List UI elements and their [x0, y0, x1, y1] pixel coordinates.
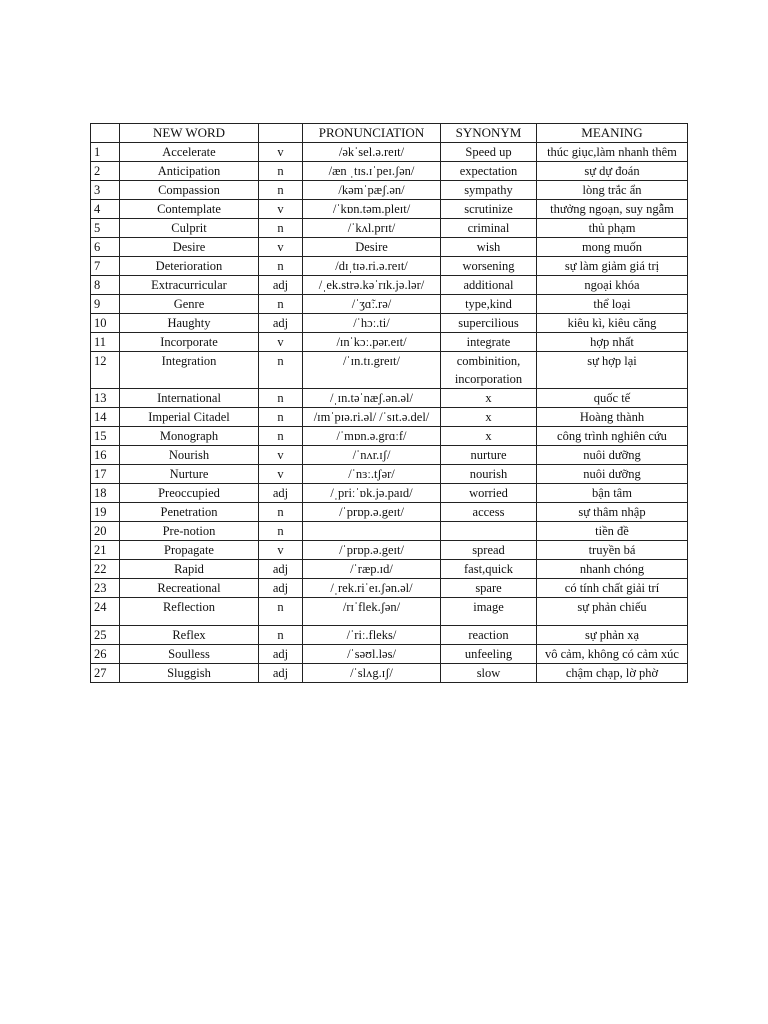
cell-new-word: Soulless [120, 645, 259, 664]
table-row [91, 143, 688, 162]
cell-meaning: ngoại khóa [537, 276, 688, 295]
cell-pronunciation: /ˈmɒn.ə.grɑːf/ [303, 427, 441, 446]
cell-number: 9 [91, 295, 120, 314]
cell-meaning: nhanh chóng [537, 560, 688, 579]
table-row [91, 276, 688, 295]
cell-synonym: criminal [441, 219, 537, 238]
cell-pronunciation: /ˈprɒp.ə.geɪt/ [303, 541, 441, 560]
cell-number: 1 [91, 143, 120, 162]
cell-new-word: International [120, 389, 259, 408]
cell-meaning: công trình nghiên cứu [537, 427, 688, 446]
cell-number: 18 [91, 484, 120, 503]
cell-number: 7 [91, 257, 120, 276]
cell-number: 14 [91, 408, 120, 427]
cell-pronunciation: /kəmˈpæʃ.ən/ [303, 181, 441, 200]
cell-pronunciation: /ˌek.strə.kəˈrɪk.jə.lər/ [303, 276, 441, 295]
cell-number: 22 [91, 560, 120, 579]
cell-number: 11 [91, 333, 120, 352]
cell-pronunciation: /ˈriː.fleks/ [303, 626, 441, 645]
header-number [91, 124, 120, 143]
cell-part-of-speech: adj [259, 484, 303, 503]
table-row [91, 579, 688, 598]
cell-number: 6 [91, 238, 120, 257]
cell-pronunciation: /ɪmˈpɪə.ri.əl/ /ˈsɪt.ə.del/ [303, 408, 441, 427]
cell-synonym: x [441, 408, 537, 427]
cell-number: 4 [91, 200, 120, 219]
cell-part-of-speech: n [259, 503, 303, 522]
table-row [91, 162, 688, 181]
cell-meaning: nuôi dưỡng [537, 446, 688, 465]
cell-meaning: hợp nhất [537, 333, 688, 352]
cell-new-word: Propagate [120, 541, 259, 560]
table-body [91, 143, 688, 683]
cell-pronunciation: /ˈsəʊl.ləs/ [303, 645, 441, 664]
vocabulary-table [90, 123, 688, 683]
cell-pronunciation: /ˌpriːˈɒk.jə.paɪd/ [303, 484, 441, 503]
table-row [91, 219, 688, 238]
cell-synonym: Speed up [441, 143, 537, 162]
table-row [91, 352, 688, 389]
cell-part-of-speech: n [259, 522, 303, 541]
cell-number: 13 [91, 389, 120, 408]
header-row [91, 124, 688, 143]
cell-new-word: Anticipation [120, 162, 259, 181]
table-row [91, 389, 688, 408]
cell-pronunciation: /ˈslʌg.ɪʃ/ [303, 664, 441, 683]
table-row [91, 645, 688, 664]
cell-synonym: integrate [441, 333, 537, 352]
cell-pronunciation: /ˈræp.ɪd/ [303, 560, 441, 579]
cell-meaning: Hoàng thành [537, 408, 688, 427]
cell-new-word: Haughty [120, 314, 259, 333]
cell-part-of-speech: n [259, 295, 303, 314]
cell-synonym: nourish [441, 465, 537, 484]
cell-number: 17 [91, 465, 120, 484]
cell-part-of-speech: v [259, 541, 303, 560]
cell-number: 16 [91, 446, 120, 465]
cell-part-of-speech: v [259, 143, 303, 162]
cell-synonym: worried [441, 484, 537, 503]
cell-meaning: sự dự đoán [537, 162, 688, 181]
cell-part-of-speech: n [259, 257, 303, 276]
cell-part-of-speech: adj [259, 276, 303, 295]
cell-number: 19 [91, 503, 120, 522]
cell-new-word: Incorporate [120, 333, 259, 352]
table-row [91, 200, 688, 219]
cell-part-of-speech: n [259, 181, 303, 200]
cell-new-word: Nourish [120, 446, 259, 465]
cell-synonym: spread [441, 541, 537, 560]
table-row [91, 465, 688, 484]
cell-part-of-speech: v [259, 200, 303, 219]
cell-synonym: expectation [441, 162, 537, 181]
cell-new-word: Monograph [120, 427, 259, 446]
cell-part-of-speech: v [259, 238, 303, 257]
cell-meaning: có tính chất giải trí [537, 579, 688, 598]
cell-number: 23 [91, 579, 120, 598]
cell-meaning: mong muốn [537, 238, 688, 257]
cell-meaning: lòng trắc ẩn [537, 181, 688, 200]
cell-synonym: slow [441, 664, 537, 683]
header-synonym: SYNONYM [441, 124, 537, 143]
cell-synonym: x [441, 427, 537, 446]
cell-pronunciation: /ˈɪn.tɪ.greɪt/ [303, 352, 441, 389]
table-row [91, 427, 688, 446]
cell-part-of-speech: n [259, 626, 303, 645]
cell-new-word: Imperial Citadel [120, 408, 259, 427]
cell-pronunciation: Desire [303, 238, 441, 257]
cell-part-of-speech: n [259, 427, 303, 446]
cell-pronunciation: /ˈkʌl.prɪt/ [303, 219, 441, 238]
cell-pronunciation: /æn ˌtɪs.ɪˈpeɪ.ʃən/ [303, 162, 441, 181]
cell-synonym: fast,quick [441, 560, 537, 579]
table-row [91, 238, 688, 257]
cell-part-of-speech: v [259, 465, 303, 484]
cell-part-of-speech: n [259, 598, 303, 626]
cell-synonym: sympathy [441, 181, 537, 200]
cell-meaning: vô cảm, không có cảm xúc [537, 645, 688, 664]
table-row [91, 314, 688, 333]
table-row [91, 333, 688, 352]
cell-new-word: Sluggish [120, 664, 259, 683]
cell-synonym: spare [441, 579, 537, 598]
cell-synonym: combinition, incorporation [441, 352, 537, 389]
table-header [91, 124, 688, 143]
cell-new-word: Compassion [120, 181, 259, 200]
table-row [91, 295, 688, 314]
header-new-word: NEW WORD [120, 124, 259, 143]
cell-new-word: Reflex [120, 626, 259, 645]
cell-pronunciation: /əkˈsel.ə.reɪt/ [303, 143, 441, 162]
table-row [91, 446, 688, 465]
cell-pronunciation: /rɪˈflek.ʃən/ [303, 598, 441, 626]
cell-meaning: truyền bá [537, 541, 688, 560]
cell-new-word: Desire [120, 238, 259, 257]
cell-number: 5 [91, 219, 120, 238]
cell-number: 21 [91, 541, 120, 560]
cell-part-of-speech: adj [259, 579, 303, 598]
cell-part-of-speech: adj [259, 645, 303, 664]
cell-pronunciation: /ˈprɒp.ə.geɪt/ [303, 503, 441, 522]
cell-part-of-speech: adj [259, 314, 303, 333]
cell-number: 15 [91, 427, 120, 446]
cell-new-word: Extracurricular [120, 276, 259, 295]
cell-synonym: unfeeling [441, 645, 537, 664]
cell-part-of-speech: adj [259, 664, 303, 683]
table-row [91, 560, 688, 579]
cell-meaning: thúc giục,làm nhanh thêm [537, 143, 688, 162]
cell-meaning: thưởng ngoạn, suy ngẫm [537, 200, 688, 219]
cell-synonym: worsening [441, 257, 537, 276]
cell-meaning: quốc tế [537, 389, 688, 408]
header-meaning: MEANING [537, 124, 688, 143]
cell-number: 26 [91, 645, 120, 664]
cell-synonym: scrutinize [441, 200, 537, 219]
cell-meaning: nuôi dưỡng [537, 465, 688, 484]
cell-meaning: chậm chạp, lờ phờ [537, 664, 688, 683]
cell-synonym: image [441, 598, 537, 626]
cell-new-word: Integration [120, 352, 259, 389]
cell-meaning: kiêu kì, kiêu căng [537, 314, 688, 333]
cell-number: 8 [91, 276, 120, 295]
cell-part-of-speech: n [259, 219, 303, 238]
cell-synonym: supercilious [441, 314, 537, 333]
cell-part-of-speech: v [259, 333, 303, 352]
cell-synonym: nurture [441, 446, 537, 465]
cell-new-word: Recreational [120, 579, 259, 598]
cell-number: 20 [91, 522, 120, 541]
cell-meaning: sự làm giảm giá trị [537, 257, 688, 276]
cell-meaning: tiền đề [537, 522, 688, 541]
cell-pronunciation: /ɪnˈkɔː.pər.eɪt/ [303, 333, 441, 352]
cell-pronunciation: /dɪˌtɪə.ri.ə.reɪt/ [303, 257, 441, 276]
cell-synonym: x [441, 389, 537, 408]
cell-meaning: thể loại [537, 295, 688, 314]
header-pronunciation: PRONUNCIATION [303, 124, 441, 143]
cell-number: 2 [91, 162, 120, 181]
cell-new-word: Nurture [120, 465, 259, 484]
cell-new-word: Deterioration [120, 257, 259, 276]
cell-number: 12 [91, 352, 120, 389]
cell-part-of-speech: adj [259, 560, 303, 579]
cell-meaning: sự hợp lại [537, 352, 688, 389]
cell-part-of-speech: n [259, 352, 303, 389]
cell-part-of-speech: n [259, 408, 303, 427]
header-part-of-speech [259, 124, 303, 143]
cell-pronunciation: /ˈnɜː.tʃər/ [303, 465, 441, 484]
cell-pronunciation: /ˈhɔː.ti/ [303, 314, 441, 333]
cell-new-word: Genre [120, 295, 259, 314]
table-row [91, 484, 688, 503]
table-row [91, 408, 688, 427]
cell-number: 24 [91, 598, 120, 626]
cell-pronunciation: /ˌɪn.təˈnæʃ.ən.əl/ [303, 389, 441, 408]
table-row [91, 541, 688, 560]
cell-new-word: Penetration [120, 503, 259, 522]
cell-meaning: thủ phạm [537, 219, 688, 238]
cell-new-word: Contemplate [120, 200, 259, 219]
cell-part-of-speech: v [259, 446, 303, 465]
cell-number: 3 [91, 181, 120, 200]
cell-pronunciation: /ˈnʌr.ɪʃ/ [303, 446, 441, 465]
cell-new-word: Rapid [120, 560, 259, 579]
table-row [91, 257, 688, 276]
table-row [91, 181, 688, 200]
cell-synonym: additional [441, 276, 537, 295]
cell-number: 27 [91, 664, 120, 683]
cell-new-word: Pre-notion [120, 522, 259, 541]
cell-meaning: sự phản xạ [537, 626, 688, 645]
cell-synonym: wish [441, 238, 537, 257]
cell-new-word: Accelerate [120, 143, 259, 162]
cell-number: 25 [91, 626, 120, 645]
cell-new-word: Culprit [120, 219, 259, 238]
cell-pronunciation: /ˈʒɑ̃ː.rə/ [303, 295, 441, 314]
cell-synonym: reaction [441, 626, 537, 645]
cell-new-word: Reflection [120, 598, 259, 626]
cell-synonym: type,kind [441, 295, 537, 314]
cell-synonym: access [441, 503, 537, 522]
cell-pronunciation: /ˈkɒn.təm.pleɪt/ [303, 200, 441, 219]
cell-pronunciation [303, 522, 441, 541]
table-row [91, 598, 688, 626]
cell-new-word: Preoccupied [120, 484, 259, 503]
cell-part-of-speech: n [259, 389, 303, 408]
table-row [91, 503, 688, 522]
cell-part-of-speech: n [259, 162, 303, 181]
table-row [91, 522, 688, 541]
cell-pronunciation: /ˌrek.riˈeɪ.ʃən.əl/ [303, 579, 441, 598]
table-row [91, 664, 688, 683]
cell-meaning: sự thâm nhập [537, 503, 688, 522]
cell-meaning: sự phản chiếu [537, 598, 688, 626]
cell-meaning: bận tâm [537, 484, 688, 503]
table-row [91, 626, 688, 645]
cell-synonym [441, 522, 537, 541]
cell-number: 10 [91, 314, 120, 333]
